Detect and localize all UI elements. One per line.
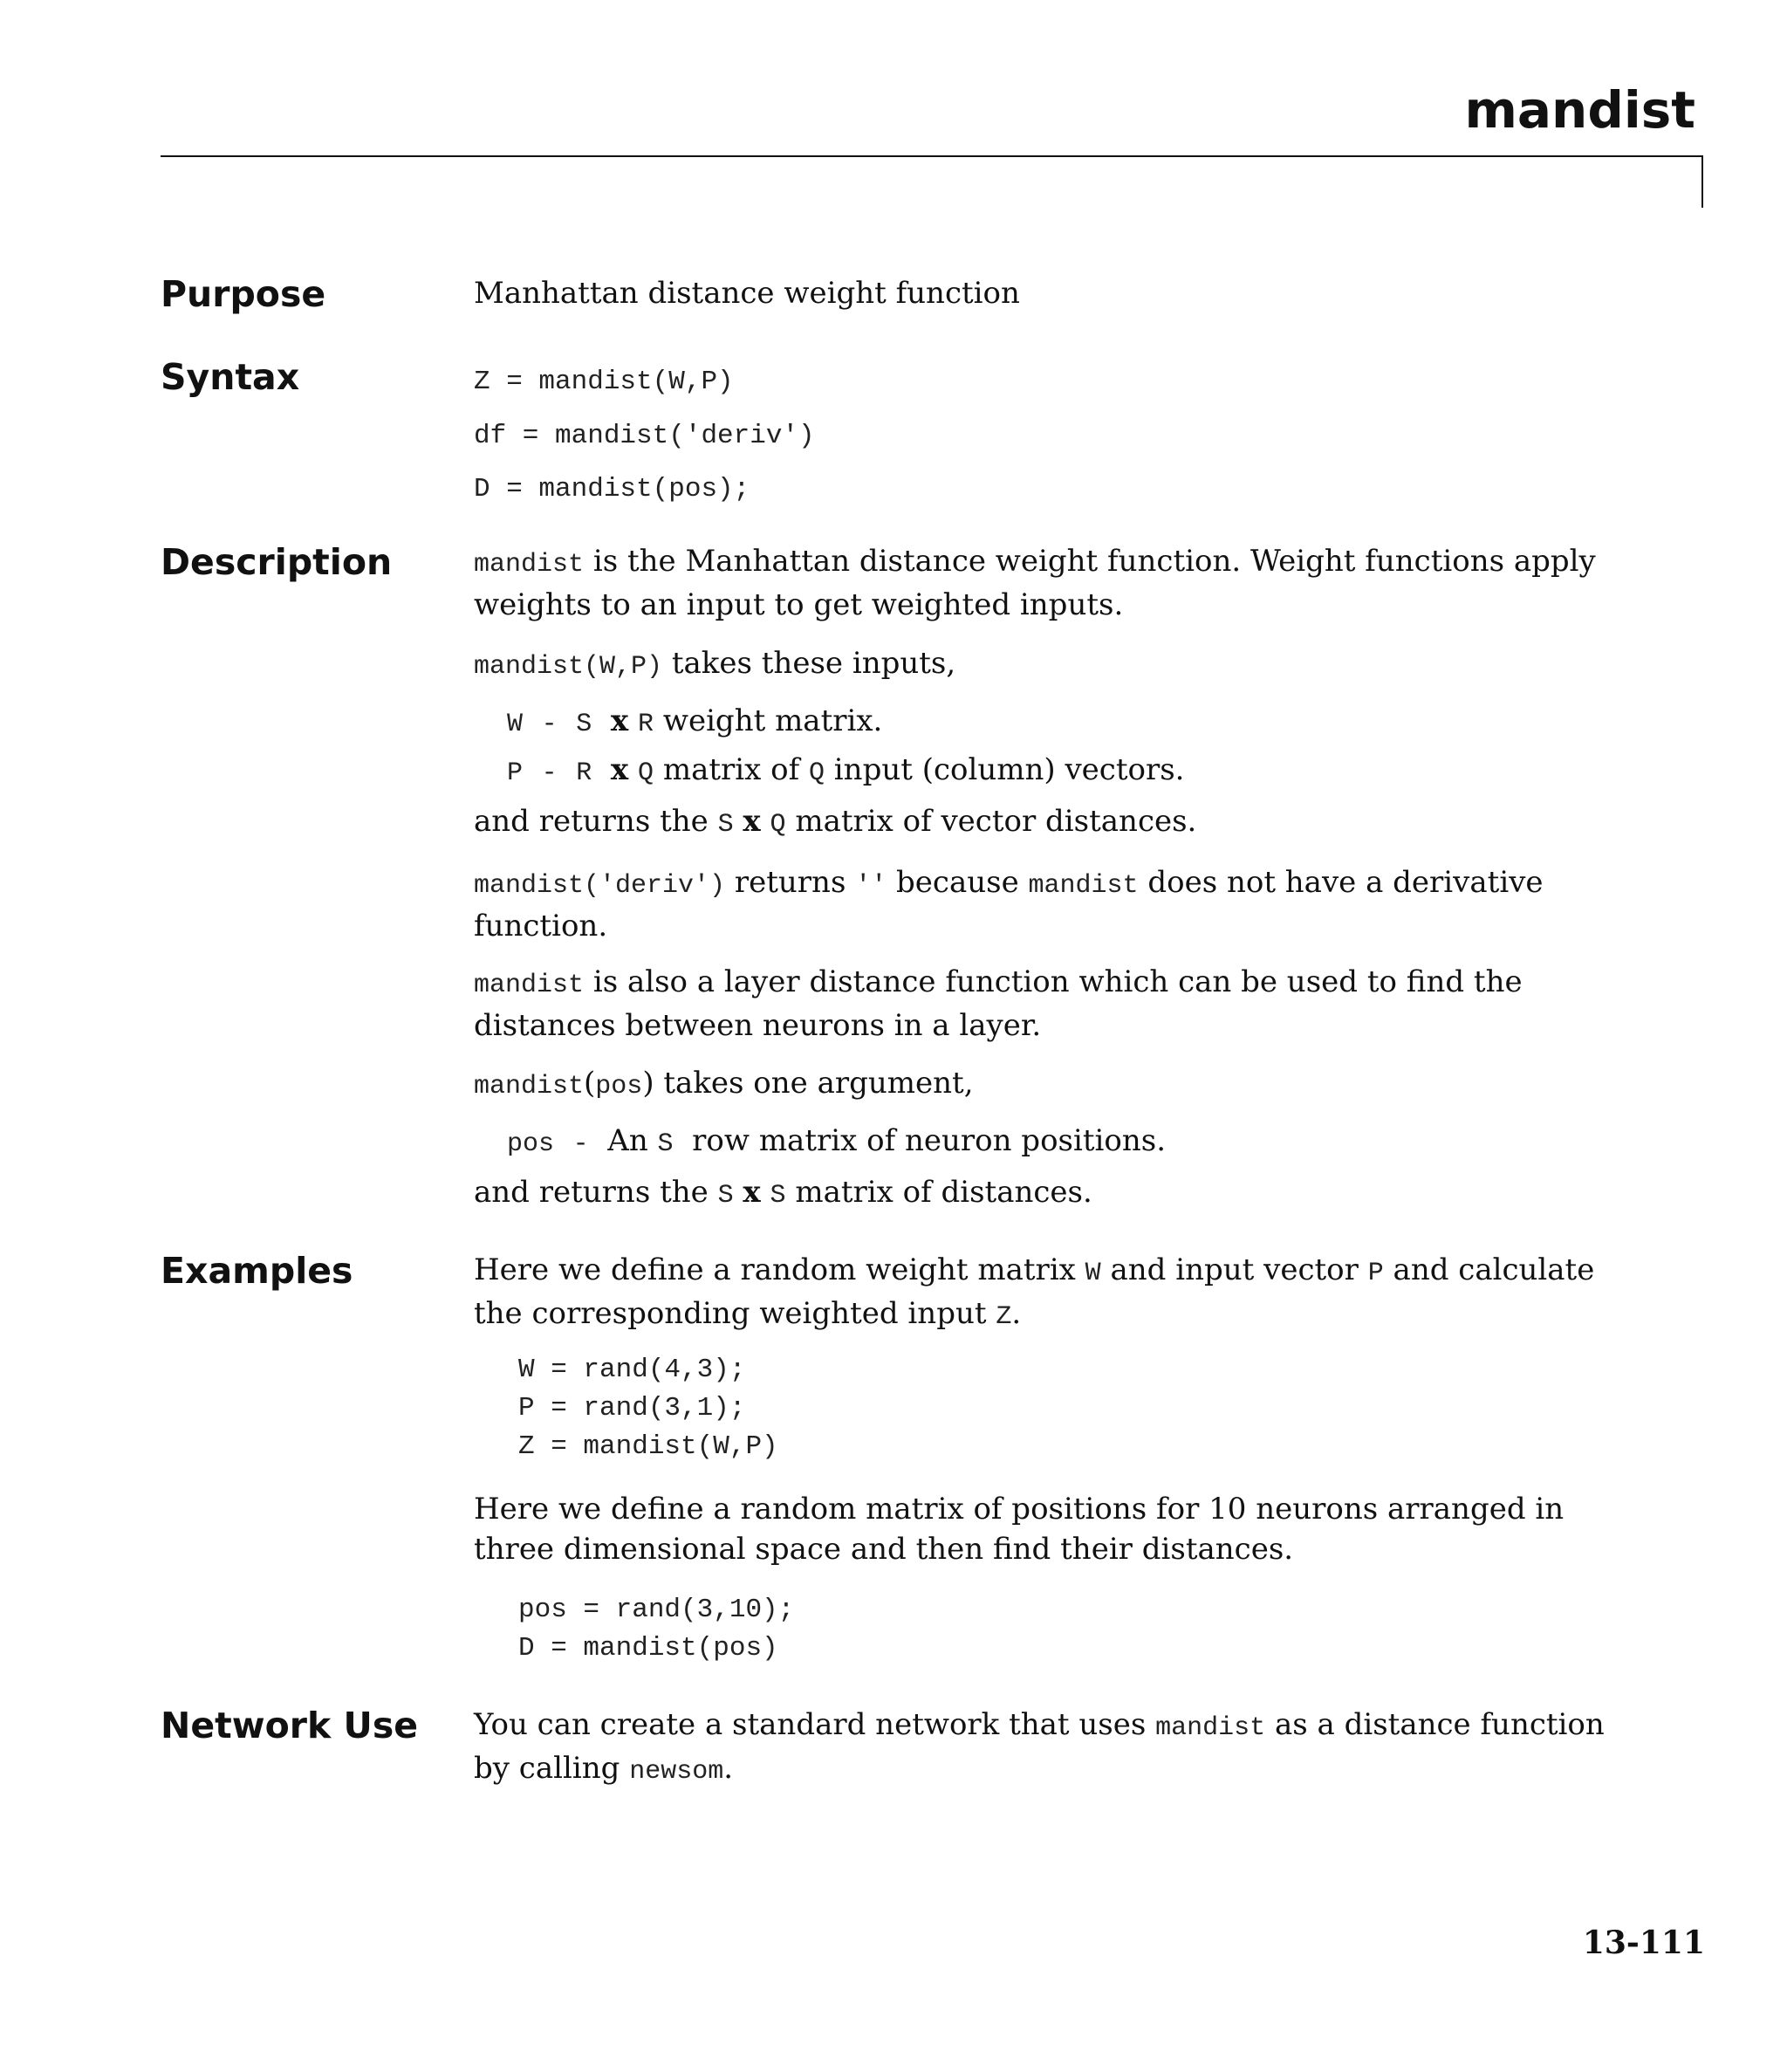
code-line: W = rand(4,3); (518, 1355, 746, 1385)
syntax-line-3: D = mandist(pos); (474, 474, 750, 504)
purpose-heading: Purpose (161, 273, 326, 315)
code-line: pos = rand(3,10); (518, 1595, 795, 1625)
examples-paragraph-2: Here we define a random matrix of positions for 10 neurons arranged in three dimensional space and then find their distances. (474, 1492, 1564, 1567)
example-code-block-1 (518, 1351, 778, 1466)
header-rule (161, 155, 1703, 157)
examples-heading: Examples (161, 1250, 353, 1292)
page-number: 13-111 (1582, 1924, 1705, 1961)
code-line: P = rand(3,1); (518, 1393, 746, 1424)
argument-p: P - R x Q matrix of Q input (column) vectors. (507, 752, 1185, 788)
purpose-text: Manhattan distance weight function (474, 276, 1020, 311)
syntax-line-1: Z = mandist(W,P) (474, 367, 734, 397)
description-heading: Description (161, 541, 393, 583)
syntax-line-2: df = mandist('deriv') (474, 421, 815, 451)
network-use-heading: Network Use (161, 1705, 419, 1746)
description-paragraph-3: mandist('deriv') returns '' because mandist does not have a derivative function. (474, 865, 1544, 943)
description-paragraph-1: mandist is the Manhattan distance weight function. Weight functions apply weights to an input to get weighted inputs. (474, 544, 1596, 622)
examples-paragraph-1: Here we define a random weight matrix W and input vector P and calculate the corresponding weighted input Z. (474, 1252, 1595, 1332)
argument-pos: pos - An S row matrix of neuron positions. (507, 1123, 1167, 1159)
code-line: Z = mandist(W,P) (518, 1431, 778, 1462)
returns-distances: and returns the S x S matrix of distances. (474, 1175, 1092, 1211)
network-use-text: You can create a standard network that uses mandist as a distance function by calling newsom. (474, 1707, 1605, 1787)
example-code-block-2 (518, 1591, 794, 1668)
code-line: D = mandist(pos) (518, 1633, 778, 1664)
page-title: mandist (1464, 80, 1695, 140)
argument-w: W - S x R weight matrix. (507, 703, 883, 739)
header-rule-corner (1701, 155, 1703, 208)
description-paragraph-2: mandist(W,P) takes these inputs, (474, 646, 956, 682)
description-paragraph-4: mandist is also a layer distance function which can be used to find the distances between neurons in a layer. (474, 964, 1523, 1043)
returns-vector-distances: and returns the S x Q matrix of vector distances. (474, 804, 1197, 840)
syntax-heading: Syntax (161, 356, 300, 398)
description-paragraph-5: mandist(pos) takes one argument, (474, 1066, 974, 1101)
